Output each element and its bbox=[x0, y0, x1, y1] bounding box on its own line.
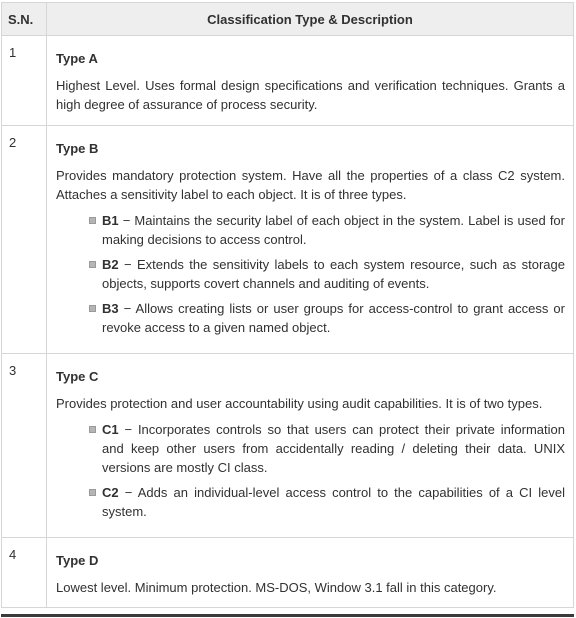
list-item bbox=[102, 420, 565, 477]
row-description bbox=[47, 126, 574, 354]
subtype-code: C1 bbox=[102, 422, 119, 437]
row-sn: 2 bbox=[2, 126, 47, 354]
table-header-row bbox=[2, 3, 574, 36]
type-description: Highest Level. Uses formal design specifications and verification techniques. Grants a high degree of assurance of process security. bbox=[56, 78, 565, 112]
type-description: Lowest level. Minimum protection. MS-DOS, Window 3.1 fall in this category. bbox=[56, 580, 497, 595]
type-title: Type D bbox=[56, 553, 99, 568]
square-bullet-icon bbox=[89, 305, 96, 312]
square-bullet-icon bbox=[89, 489, 96, 496]
subtype-list bbox=[56, 211, 565, 337]
subtype-text: − Maintains the security label of each object in the system. Label is used for making decisions to access control. bbox=[102, 213, 565, 247]
header-sn: S.N. bbox=[2, 3, 47, 36]
list-item bbox=[102, 483, 565, 521]
bottom-divider bbox=[1, 614, 574, 617]
table-row bbox=[2, 36, 574, 126]
classification-table bbox=[1, 2, 574, 608]
square-bullet-icon bbox=[89, 217, 96, 224]
type-title: Type B bbox=[56, 141, 99, 156]
subtype-code: B2 bbox=[102, 257, 119, 272]
type-description: Provides protection and user accountability using audit capabilities. It is of two types. bbox=[56, 396, 543, 411]
header-description: Classification Type & Description bbox=[47, 3, 574, 36]
row-description bbox=[47, 36, 574, 126]
list-item bbox=[102, 211, 565, 249]
row-sn: 3 bbox=[2, 354, 47, 538]
type-title: Type C bbox=[56, 369, 99, 384]
row-sn: 4 bbox=[2, 538, 47, 608]
row-sn: 1 bbox=[2, 36, 47, 126]
subtype-list bbox=[56, 420, 565, 521]
row-description bbox=[47, 354, 574, 538]
list-item bbox=[102, 299, 565, 337]
square-bullet-icon bbox=[89, 426, 96, 433]
table-row bbox=[2, 126, 574, 354]
table-row bbox=[2, 354, 574, 538]
type-description: Provides mandatory protection system. Have all the properties of a class C2 system. Attaches a sensitivity label to each object. It is of three types. bbox=[56, 168, 565, 202]
subtype-text: − Allows creating lists or user groups for access-control to grant access or revoke access to a given named object. bbox=[102, 301, 565, 335]
subtype-code: B3 bbox=[102, 301, 119, 316]
subtype-text: − Incorporates controls so that users can protect their private information and keep other users from accidentally reading / deleting their data. UNIX versions are mostly CI class. bbox=[102, 422, 565, 475]
subtype-code: C2 bbox=[102, 485, 119, 500]
type-title: Type A bbox=[56, 51, 98, 66]
square-bullet-icon bbox=[89, 261, 96, 268]
row-description bbox=[47, 538, 574, 608]
table-row bbox=[2, 538, 574, 608]
subtype-text: − Extends the sensitivity labels to each system resource, such as storage objects, supports covert channels and auditing of events. bbox=[102, 257, 565, 291]
list-item bbox=[102, 255, 565, 293]
subtype-text: − Adds an individual-level access control to the capabilities of a CI level system. bbox=[102, 485, 565, 519]
subtype-code: B1 bbox=[102, 213, 119, 228]
